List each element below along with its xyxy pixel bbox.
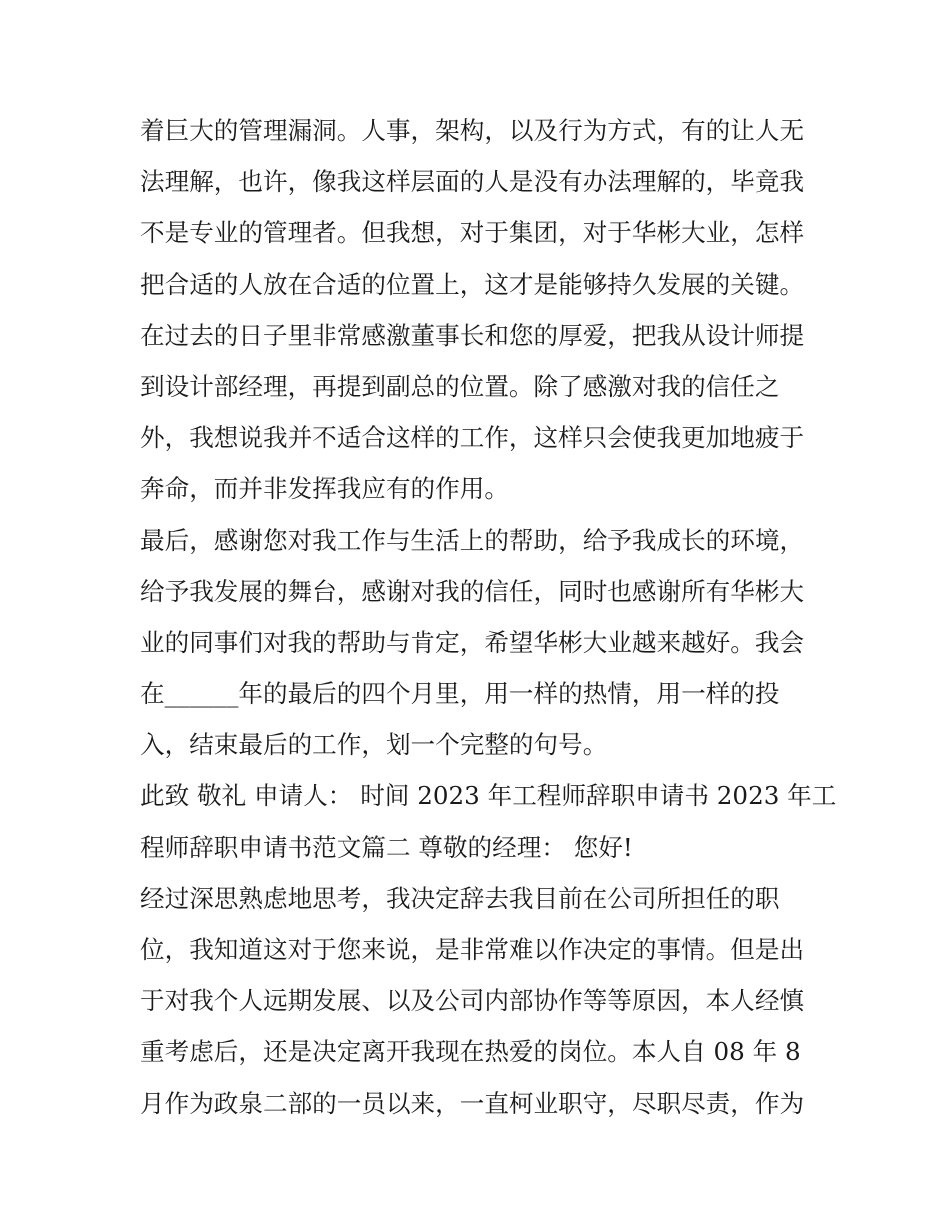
document-body [140,105,837,1129]
text-line-15: 程师辞职申请书范文篇二 尊敬的经理： 您好! [140,832,633,862]
text-line-6: 到设计部经理，再提到副总的位置。除了感激对我的信任之 [140,371,780,401]
text-line-1: 着巨大的管理漏洞。人事，架构，以及行为方式，有的让人无 [140,116,805,145]
text-line-19: 重考虑后，还是决定离开我现在热爱的岗位。本人自 08 年 8 [140,1037,801,1067]
text-line-9: 最后，感谢您对我工作与生活上的帮助，给予我成长的环境， [140,525,805,555]
text-line-3: 不是专业的管理者。但我想，对于集团，对于华彬大业，怎样 [140,218,805,248]
text-line-8: 奔命，而并非发挥我应有的作用。 [140,474,509,504]
text-line-18: 于对我个人远期发展、以及公司内部协作等等原因，本人经慎 [140,986,805,1016]
text-line-11: 业的同事们对我的帮助与肯定，希望华彬大业越来越好。我会 [140,627,805,657]
text-line-12: 在______年的最后的四个月里，用一样的热情，用一样的投 [140,679,780,709]
text-line-10: 给予我发展的舞台，感谢对我的信任，同时也感谢所有华彬大 [140,576,805,606]
text-line-5: 在过去的日子里非常感激董事长和您的厚爱，把我从设计师提 [140,320,805,350]
text-line-17: 位，我知道这对于您来说，是非常难以作决定的事情。但是出 [140,935,805,964]
text-line-7: 外，我想说我并不适合这样的工作，这样只会使我更加地疲于 [140,423,805,453]
text-line-14: 此致 敬礼 申请人： 时间 2023 年工程师辞职申请书 2023 年工 [140,781,837,811]
text-line-2: 法理解，也许，像我这样层面的人是没有办法理解的，毕竟我 [140,167,805,197]
text-line-16: 经过深思熟虑地思考，我决定辞去我目前在公司所担任的职 [140,883,780,913]
text-line-13: 入，结束最后的工作，划一个完整的句号。 [140,730,608,760]
text-line-20: 月作为政泉二部的一员以来，一直柯业职守，尽职尽责，作为 [140,1088,805,1118]
text-line-4: 把合适的人放在合适的位置上，这才是能够持久发展的关键。 [140,269,805,299]
